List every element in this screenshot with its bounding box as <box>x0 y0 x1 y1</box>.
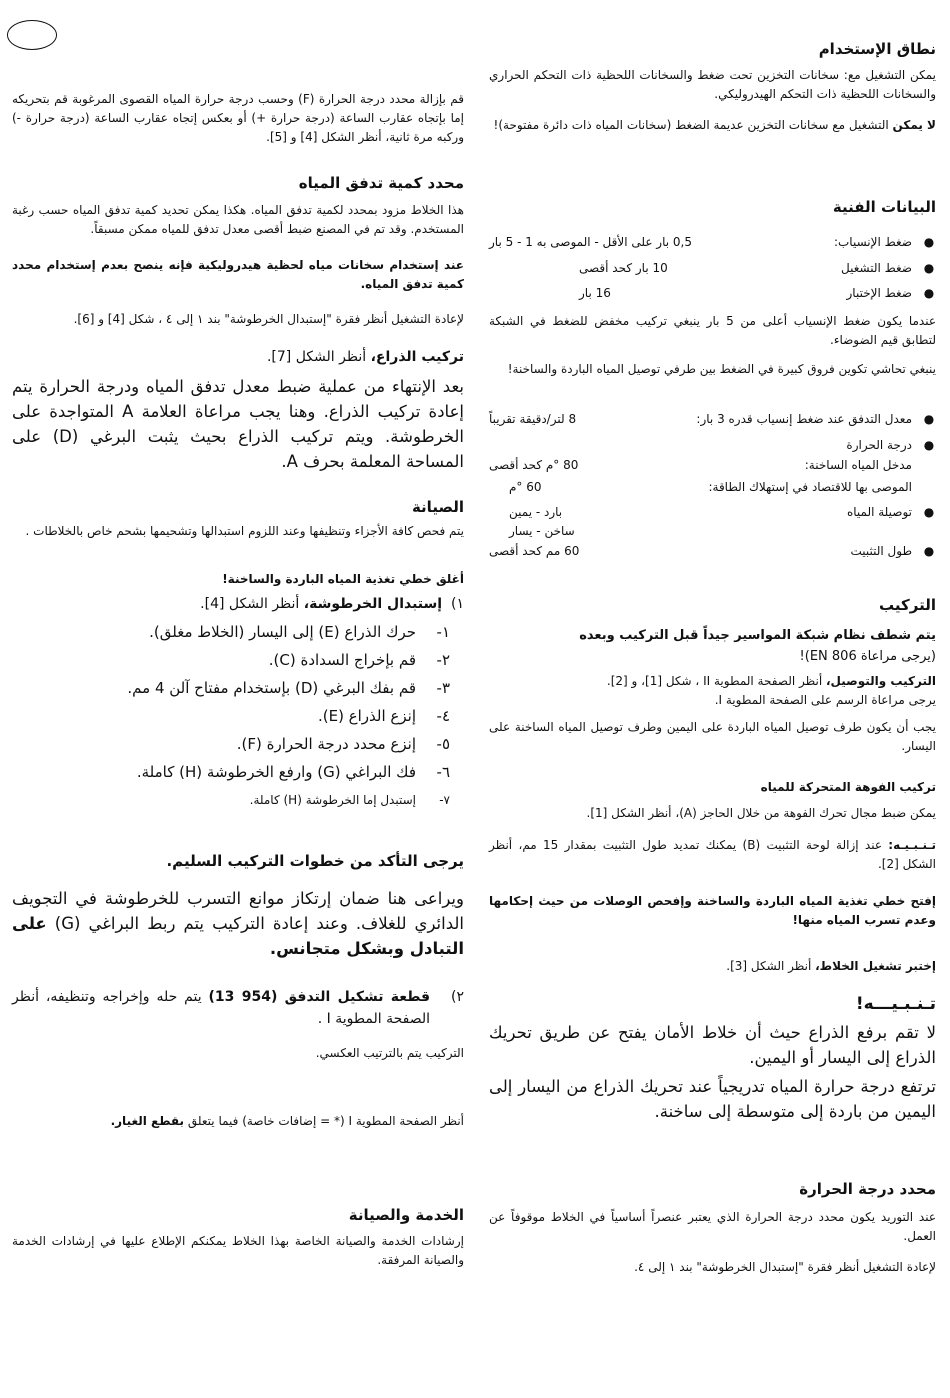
install-warning-1: يتم شطف نظام شبكة المواسير جيداً قبل التركيب وبعده <box>579 628 936 643</box>
spec-label: مدخل المياه الساخنة: <box>804 458 912 472</box>
spec-value: 60 مم كحد أقصى <box>489 544 580 558</box>
bullet: ● <box>923 286 935 300</box>
step-text: إنزع الذراع (E). <box>317 707 416 725</box>
limiter-heading: محدد درجة الحرارة <box>799 1180 936 1198</box>
spout-test-rest: أنظر الشكل [3]. <box>726 959 816 973</box>
bullet: ● <box>923 544 935 558</box>
flow-limiter-warning: عند إستخدام سخانات مياه لحظية هيدروليكية فإنه ينصح بعدم إستخدام محدد كمية تدفق المياه. <box>12 258 464 291</box>
limiter-restart: لإعادة التشغيل أنظر فقرة "إستبدال الخرطوشة" بند ١ إلى ٤. <box>634 1260 936 1274</box>
step-number: ١- <box>436 623 450 641</box>
install-connection-rest: أنظر الصفحة المطوية II ، شكل [1]، و [2]. <box>606 674 826 688</box>
cartridge-heading <box>12 593 464 615</box>
flow-part-rest: يتم حله وإخراجه وتنظيفه، أنظر الصفحة المطوية I . <box>12 989 430 1027</box>
cartridge-heading-rest: أنظر الشكل [4]. <box>200 596 304 612</box>
step-number: ٢- <box>436 651 450 669</box>
tech-paragraph-2: ينبغي تحاشي تكوين فروق كبيرة في الضغط بين طرفي توصيل المياه الباردة والساخنة! <box>507 362 936 376</box>
cartridge-heading-bold: إستبدال الخرطوشة، <box>303 596 443 612</box>
limiter-paragraph: عند التوريد يكون محدد درجة الحرارة الذي يعتبر عنصراً أساسياً في الخلاط موقوفاً عن العمل. <box>489 1210 936 1243</box>
step-number: ٥- <box>436 735 450 753</box>
scope-heading: نطاق الإستخدام <box>818 40 936 58</box>
page-corner-oval <box>7 20 57 50</box>
spec-row-connection-2 <box>489 524 936 544</box>
flow-part-bold: قطعة تشكيل التدفق (954 13) <box>208 989 431 1005</box>
spec-row-temp <box>489 438 936 458</box>
spec-value: بارد - يمين <box>509 505 563 519</box>
flow-limiter-paragraph: هذا الخلاط مزود بمحدد لكمية تدفق المياه. هكذا يمكن تحديد كمية تدفق المياه حسب رغبة المستخدم. وقد تم في المصنع ضبط أقصى معدل تدفق للمياه ممكن مسبقاً. <box>12 203 464 236</box>
step-item <box>12 646 464 674</box>
step-text: حرك الذراع (E) إلى اليسار (الخلاط مغلق). <box>149 623 416 641</box>
spec-row <box>489 286 936 306</box>
spec-value: 8 لتر/دقيقة تقريباً <box>489 412 577 426</box>
spec-value: 60 °م <box>509 480 542 494</box>
check-paragraph-bold: على التبادل وبشكل متجانس. <box>12 914 464 958</box>
install-warning-2: (يرجى مراعاة EN 806)! <box>799 649 936 664</box>
lever-heading <box>12 346 464 368</box>
lever-heading-rest: أنظر الشكل [7]. <box>266 349 371 365</box>
step-item <box>12 702 464 730</box>
step-text: إنزع محدد درجة الحرارة (F). <box>236 735 416 753</box>
spout-test <box>489 957 936 976</box>
spec-row-fixing <box>489 544 936 564</box>
check-paragraph-text: ويراعى هنا ضمان إرتكاز موانع التسرب للخرطوشة في التجويف الدائري للغلاف. وعند إعادة التركيب يتم ربط البراغي (G) <box>12 889 465 933</box>
lever-heading-bold: تركيب الذراع، <box>370 349 464 365</box>
spout-test-bold: إختبر تشغيل الخلاط، <box>815 959 936 973</box>
bullet: ● <box>923 261 935 275</box>
spec-value: 80 °م كحد أقصى <box>489 458 579 472</box>
spec-label: معدل التدفق عند ضغط إنسياب قدره 3 بار: <box>696 412 912 426</box>
spout-heading: تركيب الفوهة المتحركة للمياه <box>760 780 936 794</box>
spare-parts-text: أنظر الصفحة المطوية I (* = إضافات خاصة) فيما يتعلق <box>187 1114 464 1128</box>
bullet: ● <box>923 505 935 519</box>
spec-value: 0,5 بار على الأقل - الموصى به 1 - 5 بار <box>489 235 693 249</box>
spec-row-connection <box>489 505 936 525</box>
tech-heading: البيانات الفنية <box>832 198 936 216</box>
step-item <box>12 674 464 702</box>
lever-paragraph: بعد الإنتهاء من عملية ضبط معدل تدفق المياه ودرجة الحرارة يتم إعادة تركيب الذراع. وهنا يجب مراعاة العلامة A المتواجدة على الخرطوشة. ويتم تركيب الذراع بحيث يثبت البرغي (D) على المساحة المعلمة بحرف A. <box>12 377 465 471</box>
step-number: ٦- <box>436 763 450 781</box>
install-heading: التركيب <box>879 596 936 614</box>
step-text: إستبدل إما الخرطوشة (H) كاملة. <box>249 793 416 807</box>
step-number: ٣- <box>436 679 450 697</box>
spec-label: ضغط التشغيل <box>841 261 912 275</box>
spec-value: 16 بار <box>579 286 611 300</box>
spout-note-bold: تـنـبـيـه: <box>888 838 936 852</box>
spec-value: ساخن - يسار <box>509 524 575 538</box>
spec-value: 10 بار كحد أقصى <box>579 261 668 275</box>
spare-parts-bold: بقطع الغيار. <box>110 1114 185 1128</box>
flow-part-item <box>12 986 464 1030</box>
spec-label: توصيلة المياه <box>846 505 912 519</box>
service-heading: الخدمة والصيانة <box>348 1206 464 1224</box>
install-paragraph: يجب أن يكون طرف توصيل المياه الباردة على اليمين وطرف توصيل المياه الساخنة على اليسار. <box>489 720 936 753</box>
notice-heading: تـنـبـيـــه! <box>855 994 936 1014</box>
spare-parts-note <box>12 1112 464 1131</box>
bullet: ● <box>923 412 935 426</box>
step-number: ٧- <box>439 793 450 807</box>
notice-paragraph-1: لا تقم برفع الذراع حيث أن خلاط الأمان يفتح عن طريق تحريك الذراع إلى اليسار أو اليمين. <box>489 1023 936 1067</box>
flow-limiter-heading: محدد كمية تدفق المياه <box>298 174 464 192</box>
spec-row-temp-inlet <box>489 458 936 478</box>
step-item <box>12 730 464 758</box>
maintenance-warning: أغلق خطي تغذية المياه الباردة والساخنة! <box>222 572 464 586</box>
cartridge-steps <box>12 618 464 814</box>
service-paragraph: إرشادات الخدمة والصيانة الخاصة بهذا الخلاط يمكنكم الإطلاع عليها في إرشادات الخدمة والصيانة المرفقة. <box>12 1234 464 1267</box>
maintenance-paragraph: يتم فحص كافة الأجزاء وتنظيفها وعند اللزوم استبدالها وتشحيمها بشحم خاص بالخلاطات . <box>25 524 464 538</box>
spec-row-temp-energy <box>489 480 936 500</box>
step-item <box>12 618 464 646</box>
spec-row <box>489 235 936 255</box>
scope-paragraph: يمكن التشغيل مع: سخانات التخزين تحت ضغط والسخانات اللحظية ذات التحكم الحراري والسخانات اللحظية ذات التحكم الهيدروليكي. <box>489 68 936 101</box>
install-connection <box>489 672 936 691</box>
spec-label: ضغط الإنسياب: <box>833 235 912 249</box>
spout-paragraph: يمكن ضبط مجال تحرك الفوهة من خلال الحاجز (A)، أنظر الشكل [1]. <box>586 806 936 820</box>
step-text: فك البراغي (G) وارفع الخرطوشة (H) كاملة. <box>136 763 416 781</box>
spec-row-flow <box>489 412 936 432</box>
step-number: ٤- <box>436 707 450 725</box>
spec-row <box>489 261 936 281</box>
cartridge-number: ١) <box>451 596 464 612</box>
install-connection-bold: التركيب والتوصيل، <box>825 674 936 688</box>
spout-note <box>489 836 936 874</box>
step-text: قم بإخراج السدادة (C). <box>268 651 416 669</box>
step-item <box>12 786 464 814</box>
bullet: ● <box>923 235 935 249</box>
scope-warning <box>489 116 936 135</box>
flow-part-number: ٢) <box>451 989 464 1005</box>
check-paragraph <box>12 886 464 961</box>
maintenance-heading: الصيانة <box>411 498 464 516</box>
spec-label: ضغط الإختبار <box>846 286 912 300</box>
step-item <box>12 758 464 786</box>
spout-note-rest: عند إزالة لوحة التثبيت (B) يمكنك تمديد طول التثبيت بمقدار 15 مم، أنظر الشكل [2]. <box>489 838 936 871</box>
spec-label: درجة الحرارة <box>846 438 912 452</box>
install-connection-2: يرجى مراعاة الرسم على الصفحة المطوية I. <box>714 693 936 707</box>
notice-paragraph-2: ترتفع درجة حرارة المياه تدريجياً عند تحريك الذراع من اليسار إلى اليمين من باردة إلى متوسطة إلى ساخنة. <box>489 1077 936 1121</box>
flow-limiter-restart: لإعادة التشغيل أنظر فقرة "إستبدال الخرطوشة" بند ١ إلى ٤ ، شكل [4] و [6]. <box>73 312 464 326</box>
spout-warning: إفتح خطي تغذية المياه الباردة والساخنة وإفحص الوصلات من حيث إحكامها وعدم تسرب المياه منها! <box>489 894 936 927</box>
scope-warning-rest: التشغيل مع سخانات التخزين عديمة الضغط (سخانات المياه ذات دائرة مفتوحة)! <box>493 118 893 132</box>
reverse-order-note: التركيب يتم بالترتيب العكسي. <box>315 1046 464 1060</box>
check-heading: يرجى التأكد من خطوات التركيب السليم. <box>166 852 464 870</box>
limiter-adjust-paragraph: قم بإزالة محدد درجة الحرارة (F) وحسب درجة حرارة المياه القصوى المرغوبة قم بتحريكه إما بإتجاه عقارب الساعة (درجة حرارة +) أو بعكس إتجاه عقارب الساعة (درجة حرارة -) وركبه مرة ثانية، أنظر الشكل [4] و [5]. <box>12 92 464 144</box>
tech-paragraph-1: عندما يكون ضغط الإنسياب أعلى من 5 بار ينبغي تركيب مخفض للضغط في الشبكة لتطابق قيم الضوضاء. <box>489 314 936 347</box>
scope-warning-bold: لا يمكن <box>892 118 936 132</box>
spec-label: الموصى بها للاقتصاد في إستهلاك الطاقة: <box>708 480 912 494</box>
spec-label: طول التثبيت <box>850 544 912 558</box>
step-text: قم بفك البرغي (D) بإستخدام مفتاح آلن 4 مم. <box>127 679 416 697</box>
bullet: ● <box>923 438 935 452</box>
